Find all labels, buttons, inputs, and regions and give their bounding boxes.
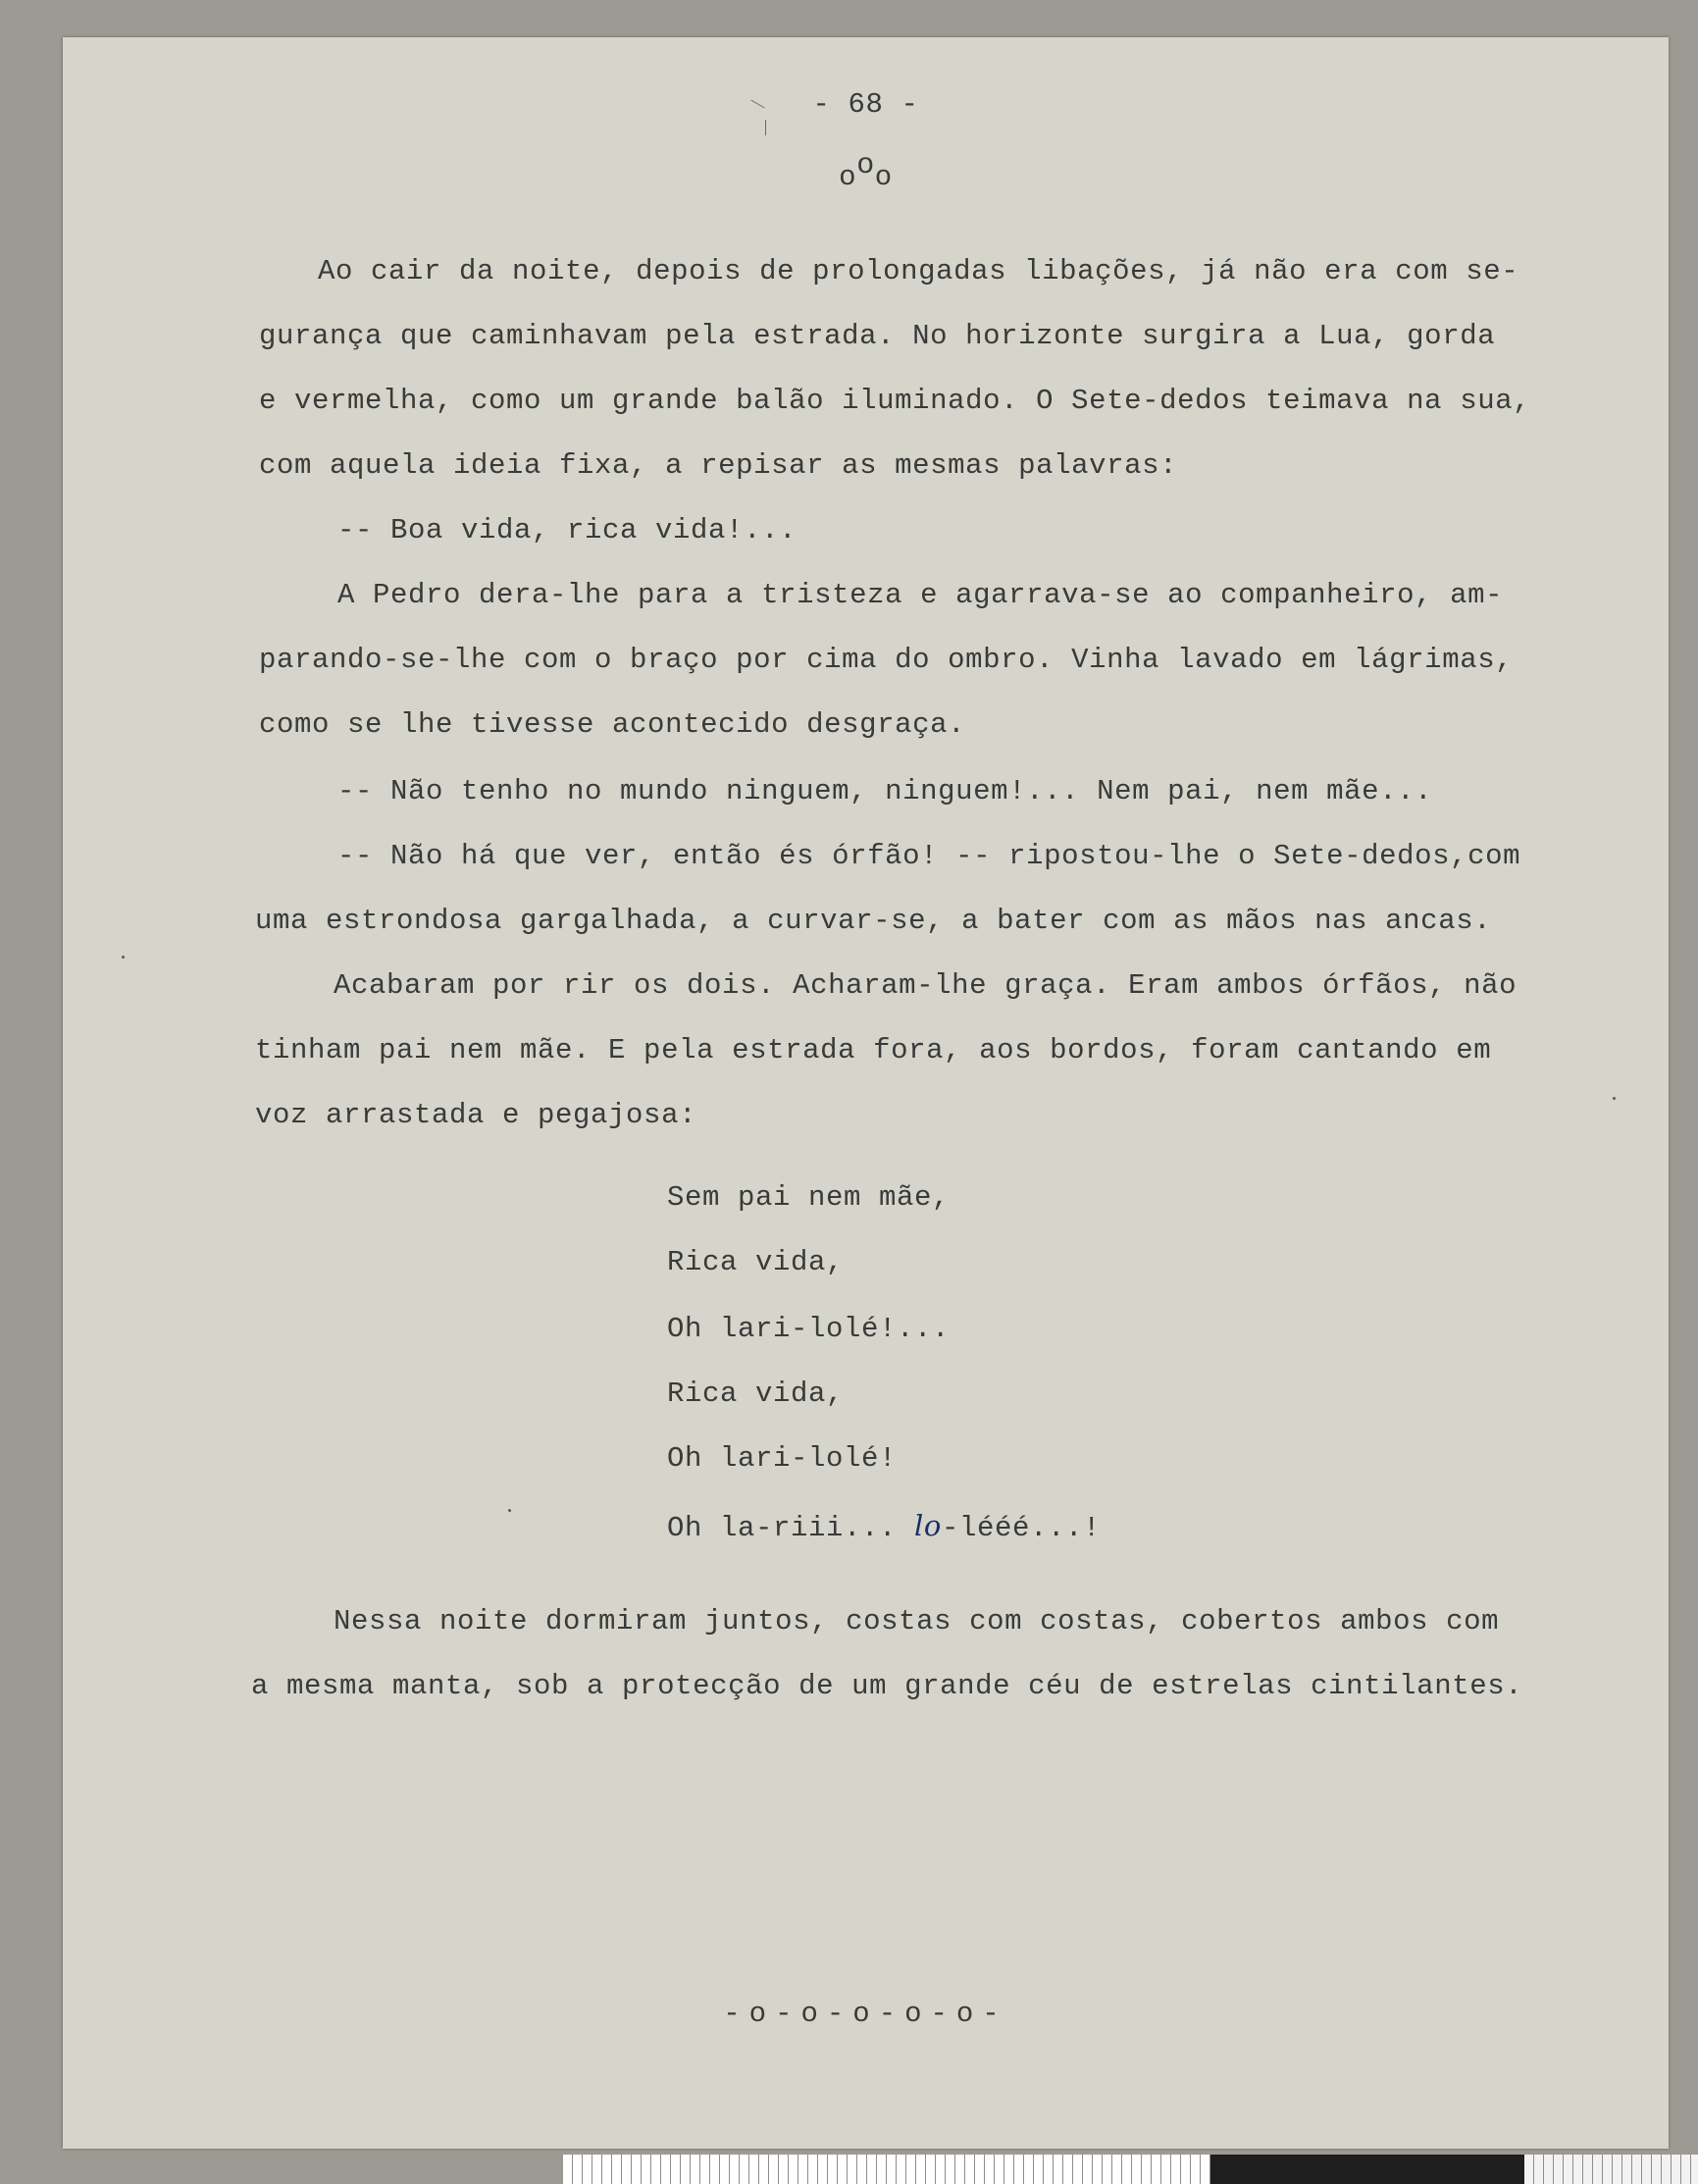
ruler-scale: [563, 2155, 1210, 2184]
dialogue-line: -- Boa vida, rica vida!...: [337, 514, 798, 546]
section-ornament: [63, 149, 1669, 194]
paragraph-line: [318, 255, 1518, 288]
paragraph-line: com aquela ideia fixa, a repisar as mesmas palavras:: [259, 449, 1178, 482]
dialogue-line: -- Não tenho no mundo ninguem, ninguem!... Nem pai, nem mãe...: [337, 775, 1433, 807]
first-word: Ao: [318, 255, 354, 287]
paragraph-line: como se lhe tivesse acontecido desgraça.: [259, 708, 966, 741]
ruler-dark-patch: [1210, 2155, 1524, 2184]
handwritten-correction: lo: [914, 1509, 942, 1542]
verse-line-last: [667, 1509, 1101, 1545]
paper-speck: [1613, 1097, 1616, 1100]
verse-line: Oh lari-lolé!...: [667, 1313, 951, 1345]
line-text: cair da noite, depois de prolongadas libações, já não era com se-: [371, 255, 1519, 287]
paragraph-line: gurança que caminhavam pela estrada. No horizonte surgira a Lua, gorda: [259, 320, 1496, 352]
ruler-scale-end: [1524, 2155, 1698, 2184]
verse-line: Sem pai nem mãe,: [667, 1181, 951, 1214]
end-ornament: -o-o-o-o-o-: [723, 1998, 1008, 2030]
paragraph-line: a mesma manta, sob a protecção de um grande céu de estrelas cintilantes.: [251, 1670, 1523, 1702]
verse-text: -lééé...!: [941, 1512, 1102, 1544]
dialogue-line: -- Não há que ver, então és órfão! -- ripostou-lhe o Sete-dedos,com: [337, 840, 1521, 872]
verse-line: Oh lari-lolé!: [667, 1442, 898, 1475]
paper-speck: [122, 956, 125, 959]
paragraph-line: parando-se-lhe com o braço por cima do ombro. Vinha lavado em lágrimas,: [259, 644, 1514, 676]
ornament-circle-right: o: [874, 161, 893, 193]
paragraph-line: Nessa noite dormiram juntos, costas com costas, cobertos ambos com: [334, 1605, 1500, 1638]
paragraph-line: A Pedro dera-lhe para a tristeza e agarrava-se ao companheiro, am-: [337, 579, 1504, 611]
ornament-circle-left: o: [839, 161, 857, 193]
pencil-mark: [765, 120, 766, 135]
ornament-circle-top: o: [856, 149, 875, 182]
verse-line: Rica vida,: [667, 1246, 845, 1278]
paragraph-line: Acabaram por rir os dois. Acharam-lhe graça. Eram ambos órfãos, não: [334, 969, 1518, 1002]
paragraph-line: uma estrondosa gargalhada, a curvar-se, a bater com as mãos nas ancas.: [255, 905, 1492, 937]
paper-speck: [508, 1509, 511, 1512]
paragraph-line: e vermelha, como um grande balão iluminado. O Sete-dedos teimava na sua,: [259, 385, 1531, 417]
typewritten-page: [63, 37, 1669, 2149]
paragraph-line: tinham pai nem mãe. E pela estrada fora, aos bordos, foram cantando em: [255, 1034, 1492, 1066]
color-calibration-ruler: [563, 2155, 1698, 2184]
page-number: - 68 -: [812, 88, 919, 121]
paragraph-line: voz arrastada e pegajosa:: [255, 1099, 697, 1131]
verse-line: Rica vida,: [667, 1378, 845, 1410]
verse-text: Oh la-riii...: [667, 1512, 915, 1544]
